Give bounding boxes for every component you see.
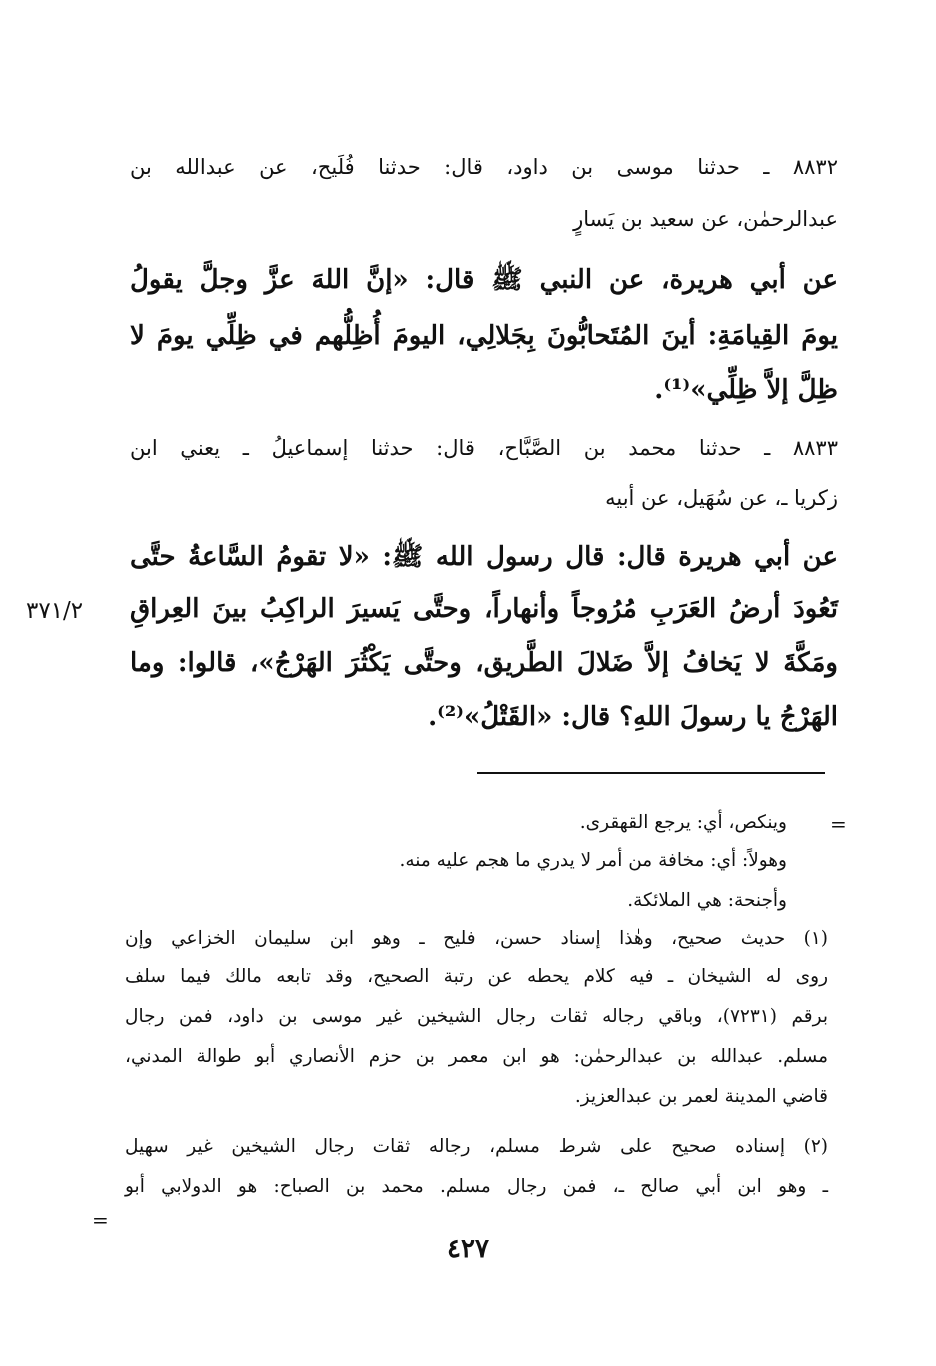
matn-line: عن أبي هريرة، عن النبي ﷺ قال: «إنَّ اللهَ عزَّ وجلَّ يقولُ bbox=[130, 265, 838, 295]
footnote-line: قاضي المدينة لعمر بن عبدالعزيز. bbox=[574, 1086, 828, 1107]
footnote-line: برقم (٧٢٣١)، وباقي رجاله ثقات رجال الشيخين غير موسى بن داود، فمن رجال bbox=[125, 1006, 828, 1027]
footnote-separator bbox=[477, 772, 825, 774]
footnote-gloss-line: وهولاً: أي: مخافة من أمر لا يدري ما هجم عليه منه. bbox=[399, 850, 787, 871]
footnote-line: ـ وهو ابن أبي صالح ـ، فمن رجال مسلم. محمد بن الصباح: هو الدولابي أبو bbox=[125, 1176, 828, 1197]
matn-line: يومَ القِيامَةِ: أينَ المُتَحابُّونَ بِجَلالِي، اليومَ أُظِلُّهم في ظِلِّي يومَ لا bbox=[130, 321, 838, 351]
footnote-line: مسلم. عبدالله بن عبدالرحمٰن: هو ابن معمر بن حزم الأنصاري أبو طوالة المدني، bbox=[125, 1046, 828, 1067]
footnote-line: روى له الشيخان ـ فيه كلام يحطه عن رتبة الصحيح، وقد تابعه مالك فيما سلف bbox=[125, 966, 828, 987]
footnote-gloss-line: وأجنحة: هي الملائكة. bbox=[627, 890, 787, 911]
continuation-mark-bottom: = bbox=[92, 1208, 109, 1232]
continuation-mark-top: = bbox=[830, 812, 847, 836]
matn-line: ظِلَّ إلاَّ ظِلِّي»⁽¹⁾. bbox=[654, 375, 838, 405]
isnad-line: ٨٨٣٢ ـ حدثنا موسى بن داود، قال: حدثنا فُلَيح، عن عبدالله بن bbox=[130, 155, 838, 179]
hadith-8832 bbox=[130, 155, 838, 405]
matn-line: عن أبي هريرة قال: قال رسول الله ﷺ: «لا تقومُ السَّاعةُ حتَّى bbox=[130, 542, 838, 572]
footnote-1 bbox=[125, 928, 828, 1228]
matn-line: ومَكَّةَ لا يَخافُ إلاَّ ضَلالَ الطَّريق، وحتَّى يَكْثُرَ الهَرْجُ»، قالوا: وما bbox=[130, 648, 838, 678]
matn-line: تَعُودَ أرضُ العَرَبِ مُرُوجاً وأنهاراً، وحتَّى يَسيرَ الراكِبُ بينَ العِراقِ bbox=[130, 594, 838, 624]
hadith-8833 bbox=[130, 436, 838, 746]
margin-volume-reference: ٣٧١/٢ bbox=[26, 598, 84, 624]
footnote-gloss-line: وينكص، أي: يرجع القهقرى. bbox=[579, 812, 787, 833]
isnad-line: عبدالرحمٰن، عن سعيد بن يَسارٍ bbox=[573, 207, 838, 231]
matn-line: الهَرْجُ يا رسولَ اللهِ؟ قال: «القَتْلُ»⁽²⁾. bbox=[428, 702, 838, 732]
isnad-line: ٨٨٣٣ ـ حدثنا محمد بن الصَّبَّاح، قال: حدثنا إسماعيلُ ـ يعني ابن bbox=[130, 436, 838, 460]
isnad-line: زكريا ـ، عن سُهَيل، عن أبيه bbox=[605, 486, 838, 510]
footnote-line: (١) حديث صحيح، وهٰذا إسناد حسن، فليح ـ وهو ابن سليمان الخزاعي وإن bbox=[125, 928, 828, 949]
page-number: ٤٢٧ bbox=[447, 1234, 489, 1264]
footnote-line: (٢) إسناده صحيح على شرط مسلم، رجاله ثقات رجال الشيخين غير سهيل bbox=[125, 1136, 828, 1157]
